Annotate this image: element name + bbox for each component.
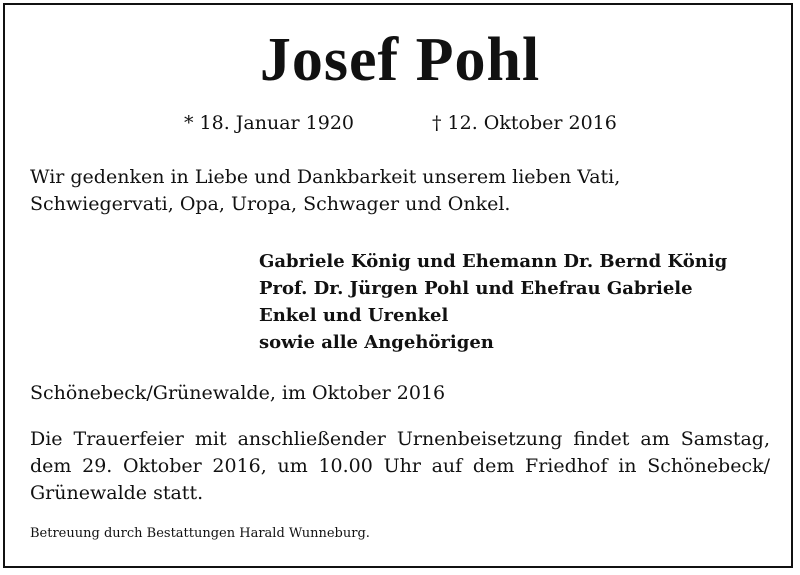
mourners-list (259, 248, 727, 356)
mourner-line: Prof. Dr. Jürgen Pohl und Ehefrau Gabriele (259, 278, 693, 299)
ceremony-line: Grünewalde statt. (30, 482, 204, 504)
mourner-line: sowie alle Angehörigen (259, 332, 494, 353)
undertaker-credit: Betreuung durch Bestattungen Harald Wunneburg. (30, 526, 370, 541)
remembrance-line: Wir gedenken in Liebe und Dankbarkeit unserem lieben Vati, (30, 166, 621, 188)
mourner-line: Gabriele König und Ehemann Dr. Bernd König (259, 251, 728, 272)
ceremony-notice (30, 426, 770, 507)
death-date: † 12. Oktober 2016 (432, 112, 617, 134)
remembrance-line: Schwiegervati, Opa, Uropa, Schwager und Onkel. (30, 193, 511, 215)
birth-date: * 18. Januar 1920 (184, 112, 355, 134)
remembrance-text (30, 164, 770, 218)
mourner-line: Enkel und Urenkel (259, 305, 449, 326)
ceremony-line: dem 29. Oktober 2016, um 10.00 Uhr auf dem Friedhof in Schönebeck/ (30, 455, 770, 477)
ceremony-line: Die Trauerfeier mit anschließender Urnenbeisetzung findet am Samstag, (30, 428, 770, 450)
place-and-date: Schönebeck/Grünewalde, im Oktober 2016 (30, 382, 446, 404)
deceased-name: Josef Pohl (259, 26, 541, 94)
